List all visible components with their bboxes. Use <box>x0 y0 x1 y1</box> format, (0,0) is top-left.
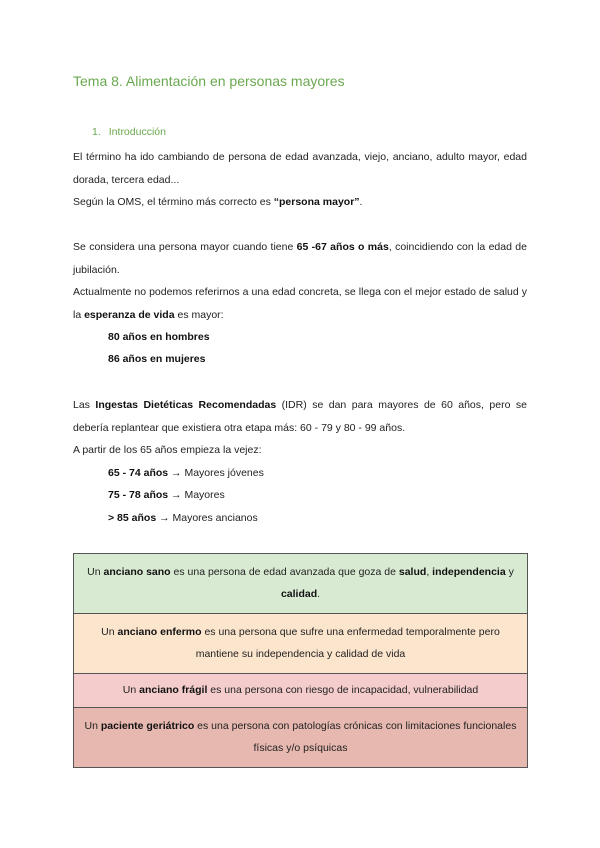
definitions-table <box>73 553 528 768</box>
definition-row <box>74 674 528 708</box>
age-group-item: > 85 años → Mayores ancianos <box>108 512 258 524</box>
paragraph-oms: Según la OMS, el término más correcto es “persona mayor”. <box>73 196 363 208</box>
paragraph-life-expectancy: Actualmente no podemos referirnos a una edad concreta, se llega con el mejor estado de salud y la esperanza de vida es mayor: <box>73 286 527 321</box>
paragraph-terms: El término ha ido cambiando de persona de edad avanzada, viejo, anciano, adulto mayor, edad dorada, tercera edad... <box>73 151 527 186</box>
definition-geriatric-patient: Un paciente geriátrico es una persona con patologías crónicas con limitaciones funcionales físicas y/o psíquicas <box>74 708 528 768</box>
paragraph-old-age: A partir de los 65 años empieza la vejez: <box>73 444 262 456</box>
life-expectancy-women: 86 años en mujeres <box>108 353 206 365</box>
section-number: 1. <box>92 126 101 138</box>
paragraph-age: Se considera una persona mayor cuando tiene 65 -67 años o más, coincidiendo con la edad de jubilación. <box>73 241 527 276</box>
definition-frail-elderly: Un anciano frágil es una persona con riesgo de incapacidad, vulnerabilidad <box>74 674 528 708</box>
life-expectancy-men: 80 años en hombres <box>108 331 210 343</box>
definition-healthy-elderly: Un anciano sano es una persona de edad avanzada que goza de salud, independencia y calidad. <box>74 554 528 614</box>
paragraph-idr: Las Ingestas Dietéticas Recomendadas (IDR) se dan para mayores de 60 años, pero se debería replantear que existiera otra etapa más: 60 - 79 y 80 - 99 años. <box>73 399 527 434</box>
definition-row <box>74 554 528 614</box>
page-title: Tema 8. Alimentación en personas mayores <box>73 73 345 89</box>
definition-row <box>74 708 528 768</box>
age-group-item: 65 - 74 años → Mayores jóvenes <box>108 467 264 479</box>
definition-sick-elderly: Un anciano enfermo es una persona que sufre una enfermedad temporalmente pero mantiene su independencia y calidad de vida <box>74 614 528 674</box>
age-group-item: 75 - 78 años → Mayores <box>108 489 225 501</box>
section-heading <box>92 126 166 138</box>
section-label: Introducción <box>108 126 166 138</box>
definition-row <box>74 614 528 674</box>
